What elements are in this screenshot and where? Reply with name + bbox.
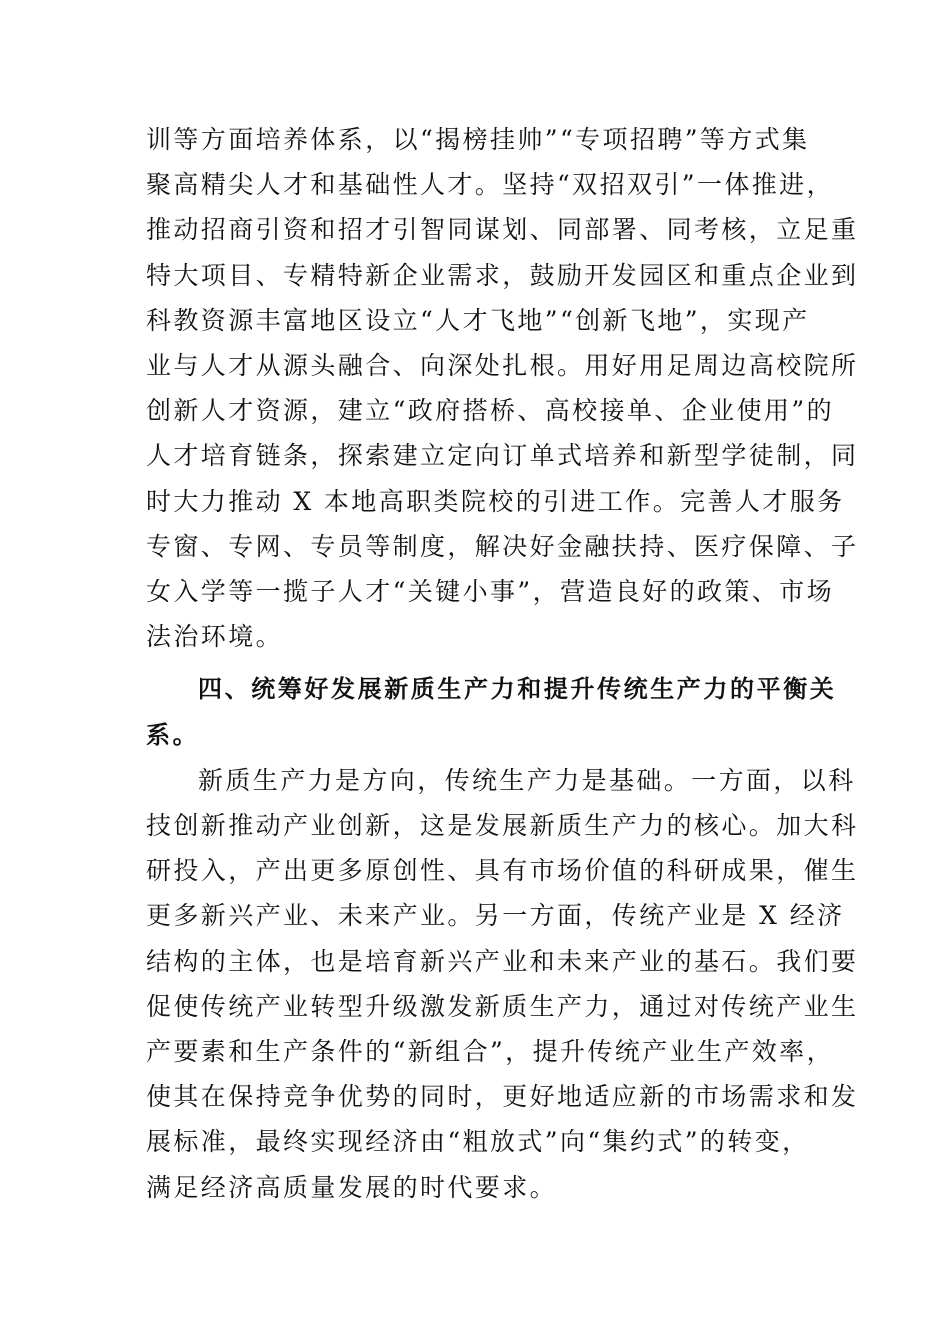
text-line: 训等方面培养体系，以“揭榜挂帅”“专项招聘”等方式集: [146, 125, 810, 154]
text-line: 更多新兴产业、未来产业。另一方面，传统产业是 X 经济: [146, 901, 845, 931]
paragraph-new-productivity: [146, 758, 859, 1210]
text-line: 专窗、专网、专员等制度，解决好金融扶持、医疗保障、子: [146, 531, 859, 561]
text-line: 新质生产力是方向，传统生产力是基础。一方面，以科: [198, 765, 856, 795]
section-heading: [146, 667, 837, 757]
text-line: 展标准，最终实现经济由“粗放式”向“集约式”的转变，: [146, 1127, 810, 1157]
text-line: 女入学等一揽子人才“关键小事”，营造良好的政策、市场: [146, 577, 834, 607]
text-line: 结构的主体，也是培育新兴产业和未来产业的基石。我们要: [146, 946, 859, 976]
text-line: 技创新推动产业创新，这是发展新质生产力的核心。加大科: [146, 811, 859, 841]
text-line: 创新人才资源，建立“政府搭桥、高校接单、企业使用”的: [146, 396, 834, 426]
text-line: 聚高精尖人才和基础性人才。坚持“双招双引”一体推进，: [146, 170, 834, 200]
text-line: 满足经济高质量发展的时代要求。: [146, 1172, 558, 1202]
text-line: 促使传统产业转型升级激发新质生产力，通过对传统产业生: [146, 991, 859, 1021]
text-line: 人才培育链条，探索建立定向订单式培养和新型学徒制，同: [146, 441, 859, 471]
text-line: 产要素和生产条件的“新组合”，提升传统产业生产效率，: [146, 1037, 834, 1067]
text-line: 科教资源丰富地区设立“人才飞地”“创新飞地”，实现产: [146, 305, 810, 335]
text-line: 使其在保持竞争优势的同时，更好地适应新的市场需求和发: [146, 1082, 859, 1112]
text-line: 推动招商引资和招才引智同谋划、同部署、同考核，立足重: [146, 215, 859, 245]
text-line: 业与人才从源头融合、向深处扎根。用好用足周边高校院所: [146, 351, 859, 381]
text-line: 法治环境。: [146, 622, 284, 652]
heading-line: 四、统筹好发展新质生产力和提升传统生产力的平衡关: [198, 675, 837, 704]
text-line: 研投入，产出更多原创性、具有市场价值的科研成果，催生: [146, 856, 859, 886]
text-line: 时大力推动 X 本地高职类院校的引进工作。完善人才服务: [146, 486, 845, 516]
document-body: [146, 117, 859, 1210]
paragraph-talent-system: [146, 117, 859, 659]
heading-line: 系。: [146, 720, 200, 749]
text-line: 特大项目、专精特新企业需求，鼓励开发园区和重点企业到: [146, 260, 859, 290]
